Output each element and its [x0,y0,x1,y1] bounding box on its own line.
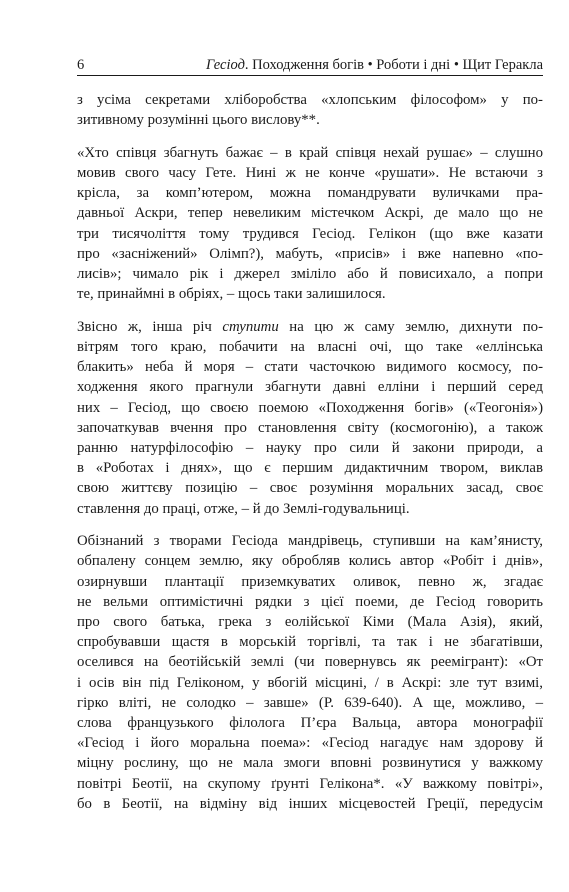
paragraph-3 [77,317,543,519]
text-line: повітрі Беотії, на скупому ґрунті Гелікона*. «У важкому повітрі», [77,775,543,792]
text-line: вітрям того краю, побачити на власні очі, що таке «еллінська [77,339,543,356]
text-line: ставлення до праці, отже, – й до Землі-годувальниці. [77,500,410,517]
text-line: озирнувши плантації приземкуватих оливок, певно ж, згадає [77,573,543,590]
text-run: Звісно ж, інша річ [77,318,223,335]
text-line: три тисячоліття тому трудився Гесіод. Гелікон (що вже казати [77,225,543,242]
text-line: міцну рослину, що не мала змоги вповні розвинутися у важкому [77,755,543,772]
text-line: ходження якого прагнули збагнути давні елліни і перший серед [77,379,543,396]
text-line: започаткував вчення про становлення світу (космогонію), а також [77,419,543,436]
text-line [77,317,543,337]
text-line: оселився на беотійській землі (чи повернувсь як реемігрант): «От [77,654,543,671]
text-run: на цю ж саму землю, дихнути по- [278,318,543,335]
text-line: про свого батька, грека з еолійської Кіми (Мала Азія), який, [77,614,543,630]
text-line: Обізнаний з творами Гесіода мандрівець, ступивши на кам’янисту, [77,533,543,550]
paragraph-2 [77,143,543,305]
text-line: свою життєву позицію – своє розуміння моральних засад, своє [77,480,543,497]
text-line: блакить» неба й моря – стати часточкою видимого космосу, по- [77,359,543,376]
text-line: те, принаймні в обріях, – щось таки залишилося. [77,286,386,303]
text-line: спробувавши щастя в морській торгівлі, та так і не збагатівши, [77,634,543,651]
text-line: ранню натурфілософію – науку про сили й закони природи, а [77,440,543,456]
running-header [77,55,543,76]
running-head-works: . Походження богів • Роботи і дні • Щит Геракла [244,57,543,73]
emphasized-word: ступити [222,318,279,335]
text-line: бо в Беотії, на відміну від інших місцевостей Греції, передусім [77,795,543,812]
text-line: «Гесіод і його моральна поема»: «Гесіод нагадує нам здорову й [77,735,543,752]
page-number: 6 [77,57,85,73]
text-line: і осів він під Геліконом, у вбогій місцині, / в Аскрі: зле тут взимі, [77,674,543,691]
text-line: давньої Аскри, тепер невеликим містечком Аскрі, де мало що не [77,205,543,222]
text-line: обпалену сонцем землю, яку обробляв колись автор «Робіт і днів», [77,553,543,570]
text-line: з усіма секретами хліборобства «хлопським філософом» у по- [77,92,543,108]
paragraph-1 [77,90,543,130]
text-line: зитивному розумінні цього вислову**. [77,112,320,129]
text-line: слова французького філолога П’єра Вальца, автора монографії [77,714,543,731]
body-text [77,90,543,826]
text-line: крісла, за комп’ютером, можна помандрувати вуличками пра- [77,185,543,202]
text-line: гірко вліті, не солодко – завше» (Р. 639-640). А ще, можливо, – [77,694,543,711]
running-head-author: Гесіод [205,57,245,73]
running-head-title [206,55,543,75]
text-line: мовив свого часу Гете. Нині ж не конче «рушати». Не встаючи з [77,165,543,182]
text-line: них – Гесіод, що своєю поемою «Походження богів» («Теогонія») [77,399,543,416]
text-line: про «засніжений» Олімп?), мабуть, «присів» і вже напевно «по- [77,245,543,262]
text-line: в «Роботах і днях», що є першим дидактичним твором, виклав [77,460,543,477]
text-line: лисів»; чимало рік і джерел зміліло або й повисихало, а попри [77,266,543,282]
paragraph-4 [77,531,543,814]
text-line: «Хто співця збагнуть бажає – в край співця нехай рушає» – слушно [77,144,543,161]
text-line: не вельми оптимістичні рядки з цієї поеми, де Гесіод говорить [77,593,543,610]
